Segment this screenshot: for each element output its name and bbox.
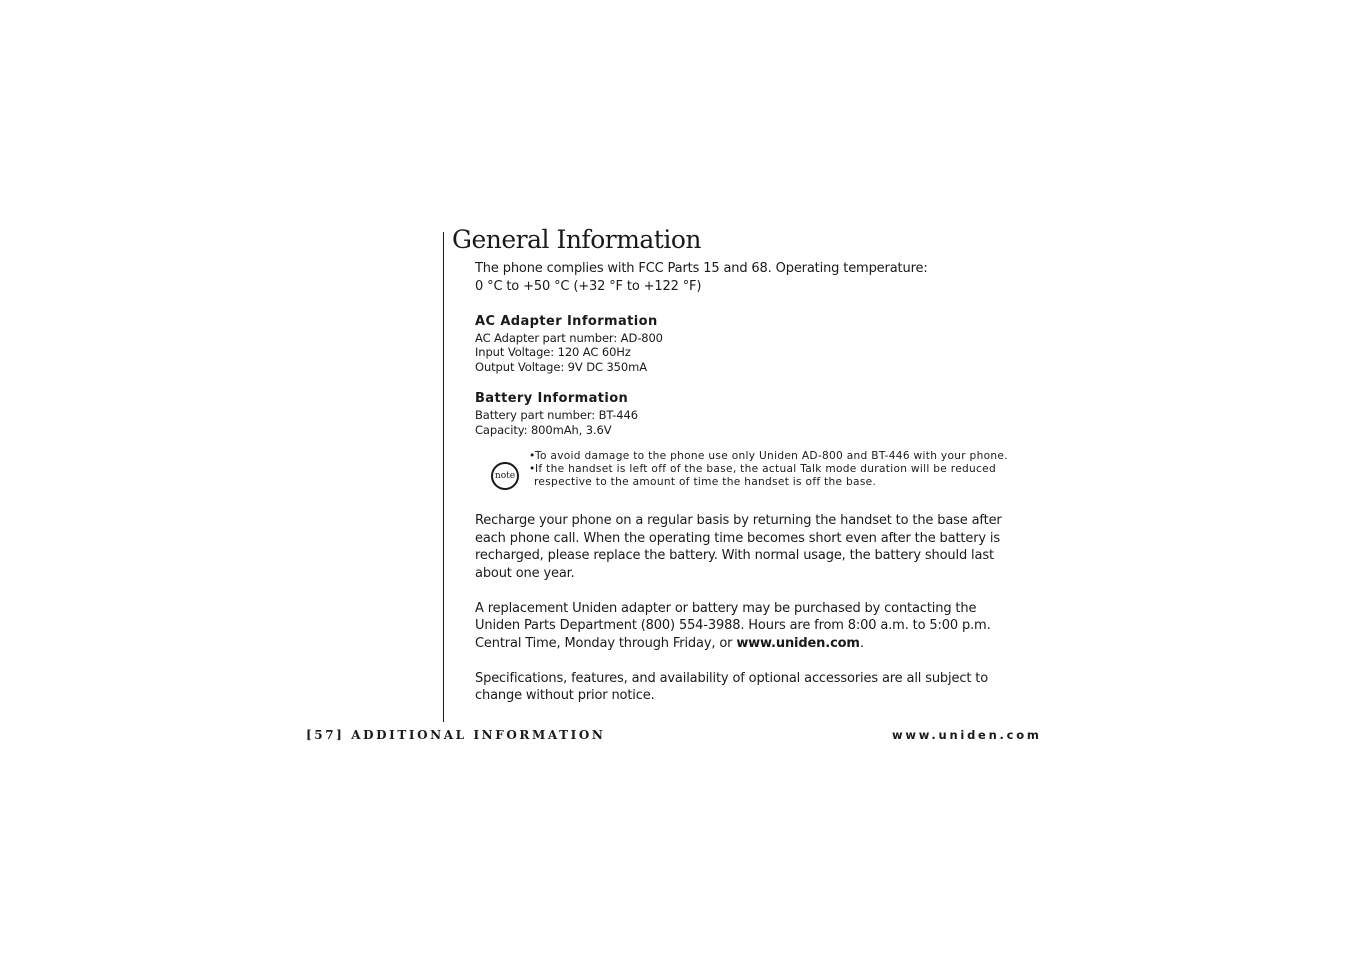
- battery-capacity: Capacity: 800mAh, 3.6V: [475, 422, 612, 437]
- bullet-icon: •: [529, 450, 536, 463]
- battery-section: [475, 390, 1050, 437]
- recharge-line-4: about one year.: [475, 565, 575, 581]
- uniden-website-link[interactable]: www.uniden.com: [736, 635, 860, 651]
- note-list: [529, 450, 1008, 489]
- note-item-2-line-2: respective to the amount of time the handset is off the base.: [534, 476, 877, 489]
- main-content: [475, 260, 1050, 705]
- recharge-line-1: Recharge your phone on a regular basis by returning the handset to the base after: [475, 513, 1002, 529]
- specs-line-1: Specifications, features, and availability of optional accessories are all subject to: [475, 670, 989, 686]
- battery-details: [475, 408, 1050, 437]
- replacement-line-3-prefix: Central Time, Monday through Friday, or: [475, 635, 737, 651]
- recharge-line-2: each phone call. When the operating time becomes short even after the battery is: [475, 530, 1001, 546]
- specs-line-2: change without prior notice.: [475, 688, 655, 704]
- recharge-paragraph: [475, 512, 1050, 582]
- note-item-1-text: To avoid damage to the phone use only Uniden AD-800 and BT-446 with your phone.: [535, 450, 1008, 463]
- replacement-line-3-suffix: .: [859, 635, 864, 651]
- note-item: [529, 450, 1008, 463]
- note-block: [475, 450, 1050, 503]
- battery-heading: Battery Information: [475, 391, 629, 407]
- note-icon-label: note: [494, 470, 516, 481]
- footer-page-section: [57] ADDITIONAL INFORMATION: [306, 728, 606, 742]
- specs-paragraph: [475, 670, 1050, 705]
- ac-adapter-details: [475, 331, 1050, 375]
- battery-part-number: Battery part number: BT-446: [475, 408, 638, 423]
- footer-website: www.uniden.com: [892, 728, 1042, 742]
- ac-adapter-section: [475, 313, 1050, 375]
- note-icon: [491, 462, 519, 490]
- section-vertical-rule: [443, 232, 444, 722]
- replacement-paragraph: [475, 600, 1050, 653]
- ac-adapter-part-number: AC Adapter part number: AD-800: [475, 330, 663, 345]
- intro-text: [475, 260, 1050, 295]
- note-item: [529, 463, 1008, 489]
- intro-line-2: 0 °C to +50 °C (+32 °F to +122 °F): [475, 278, 702, 294]
- note-item-2-line-1: If the handset is left off of the base, the actual Talk mode duration will be reduced: [535, 463, 997, 476]
- ac-adapter-heading: AC Adapter Information: [475, 313, 658, 329]
- replacement-line-2: Uniden Parts Department (800) 554-3988. Hours are from 8:00 a.m. to 5:00 p.m.: [475, 618, 991, 634]
- bullet-icon: •: [529, 463, 536, 476]
- ac-adapter-output-voltage: Output Voltage: 9V DC 350mA: [475, 359, 647, 374]
- page-title: General Information: [452, 225, 701, 254]
- ac-adapter-input-voltage: Input Voltage: 120 AC 60Hz: [475, 345, 631, 360]
- intro-line-1: The phone complies with FCC Parts 15 and 68. Operating temperature:: [475, 261, 928, 276]
- recharge-line-3: recharged, please replace the battery. With normal usage, the battery should last: [475, 548, 994, 564]
- replacement-line-1: A replacement Uniden adapter or battery may be purchased by contacting the: [475, 600, 977, 616]
